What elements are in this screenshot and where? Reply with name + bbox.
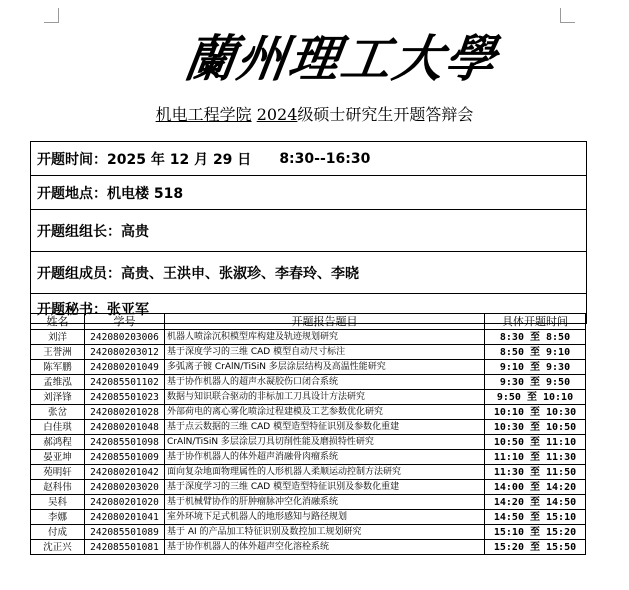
info-location-row [31,176,586,210]
student-name: 刘洋 [31,330,85,345]
student-name: 付成 [31,525,85,540]
student-name: 白佳琪 [31,420,85,435]
student-id: 242080203006 [85,330,165,345]
header-time: 具体开题时间 [485,314,586,330]
student-name: 沈正兴 [31,540,85,555]
student-name: 赵科伟 [31,480,85,495]
report-topic: 基于协作机器人的超声水凝胶伤口闭合系统 [165,375,485,390]
secretary-text: 开题秘书：张亚军 [37,301,149,318]
table-row [31,390,586,405]
report-topic: 外部荷电的离心雾化喷涂过程建模及工艺参数优化研究 [165,405,485,420]
table-row [31,405,586,420]
defense-time: 15:10 至 15:20 [485,525,586,540]
table-row [31,420,586,435]
page-title [0,104,629,126]
info-leader-row [31,210,586,252]
student-id: 242080201028 [85,405,165,420]
page-corner-mark-right [560,8,575,23]
report-topic: 数据与知识联合驱动的非标加工刀具设计方法研究 [165,390,485,405]
table-header-row [31,314,586,330]
defense-time: 9:50 至 10:10 [485,390,586,405]
student-id: 242080201049 [85,360,165,375]
table-row [31,510,586,525]
report-topic: 基于深度学习的三维 CAD 模型造型特征识别及参数化重建 [165,480,485,495]
defense-time: 14:20 至 14:50 [485,495,586,510]
time-date: 2025 年 12 月 29 日 [107,151,252,168]
report-topic: 基于协作机器人的体外超声空化溶栓系统 [165,540,485,555]
defense-time: 8:30 至 8:50 [485,330,586,345]
defense-time: 15:20 至 15:50 [485,540,586,555]
table-row [31,465,586,480]
student-id: 242085501098 [85,435,165,450]
header-topic: 开题报告题目 [165,314,485,330]
report-topic: 基于机械臂协作的肝肿瘤脉冲空化消融系统 [165,495,485,510]
defense-time: 14:00 至 14:20 [485,480,586,495]
defense-time: 10:50 至 11:10 [485,435,586,450]
report-topic: 基于深度学习的三维 CAD 模型自动尺寸标注 [165,345,485,360]
time-label: 开题时间： [37,151,107,168]
table-row [31,480,586,495]
student-name: 王誉洲 [31,345,85,360]
student-id: 242085501102 [85,375,165,390]
table-row [31,495,586,510]
report-topic: 多弧离子镀 CrAlN/TiSiN 多层涂层结构及高温性能研究 [165,360,485,375]
student-id: 242080201041 [85,510,165,525]
members-text: 开题组成员：高贵、王洪申、张淑珍、李春玲、李晓 [37,265,359,282]
table-row [31,525,586,540]
defense-time: 9:30 至 9:50 [485,375,586,390]
student-id: 242080201020 [85,495,165,510]
title-year: 2024 [256,105,298,124]
defense-time: 10:10 至 10:30 [485,405,586,420]
student-name: 晏亚坤 [31,450,85,465]
time-range: 8:30--16:30 [279,150,371,167]
title-suffix: 级硕士研究生开题答辩会 [297,105,474,124]
leader-text: 开题组组长：高贵 [37,223,149,240]
report-topic: 机器人喷涂沉积模型库构建及轨迹规划研究 [165,330,485,345]
table-row [31,435,586,450]
page-corner-mark-left [44,8,59,23]
defense-time: 9:10 至 9:30 [485,360,586,375]
student-id: 242085501089 [85,525,165,540]
student-name: 陈军鹏 [31,360,85,375]
header-name: 姓名 [31,314,85,330]
table-row [31,375,586,390]
report-topic: 基于点云数据的三维 CAD 模型造型特征识别及参数化重建 [165,420,485,435]
info-members-row [31,252,586,294]
student-name: 张岔 [31,405,85,420]
table-body [31,330,586,555]
student-id: 242080203012 [85,345,165,360]
defense-time: 10:30 至 10:50 [485,420,586,435]
location-text: 开题地点：机电楼 518 [37,185,184,202]
student-id: 242085501023 [85,390,165,405]
table-row [31,540,586,555]
defense-time: 11:10 至 11:30 [485,450,586,465]
student-id: 242080201048 [85,420,165,435]
student-id: 242085501081 [85,540,165,555]
report-topic: 室外环境下足式机器人的地形感知与路径规划 [165,510,485,525]
student-name: 吴科 [31,495,85,510]
info-box [30,141,587,324]
title-college: 机电工程学院 [155,105,252,124]
student-name: 李娜 [31,510,85,525]
report-topic: 基于协作机器人的体外超声消融骨肉瘤系统 [165,450,485,465]
student-id: 242085501009 [85,450,165,465]
student-name: 郝鸿程 [31,435,85,450]
defense-time: 11:30 至 11:50 [485,465,586,480]
schedule-table [30,313,586,555]
report-topic: 基于 AI 的产品加工特征识别及数控加工规划研究 [165,525,485,540]
student-id: 242080201042 [85,465,165,480]
university-logo: 蘭州理工大學 [180,29,502,88]
report-topic: CrAlN/TiSiN 多层涂层刀具切削性能及磨损特性研究 [165,435,485,450]
defense-time: 8:50 至 9:10 [485,345,586,360]
defense-time: 14:50 至 15:10 [485,510,586,525]
student-id: 242080203020 [85,480,165,495]
table-row [31,330,586,345]
table-row [31,345,586,360]
report-topic: 面向复杂地面物理属性的人形机器人柔顺运动控制方法研究 [165,465,485,480]
info-time-row [31,142,586,176]
student-name: 孟维泓 [31,375,85,390]
header-student-id: 学号 [85,314,165,330]
student-name: 刘泽锋 [31,390,85,405]
student-name: 苑明轩 [31,465,85,480]
table-row [31,360,586,375]
table-row [31,450,586,465]
